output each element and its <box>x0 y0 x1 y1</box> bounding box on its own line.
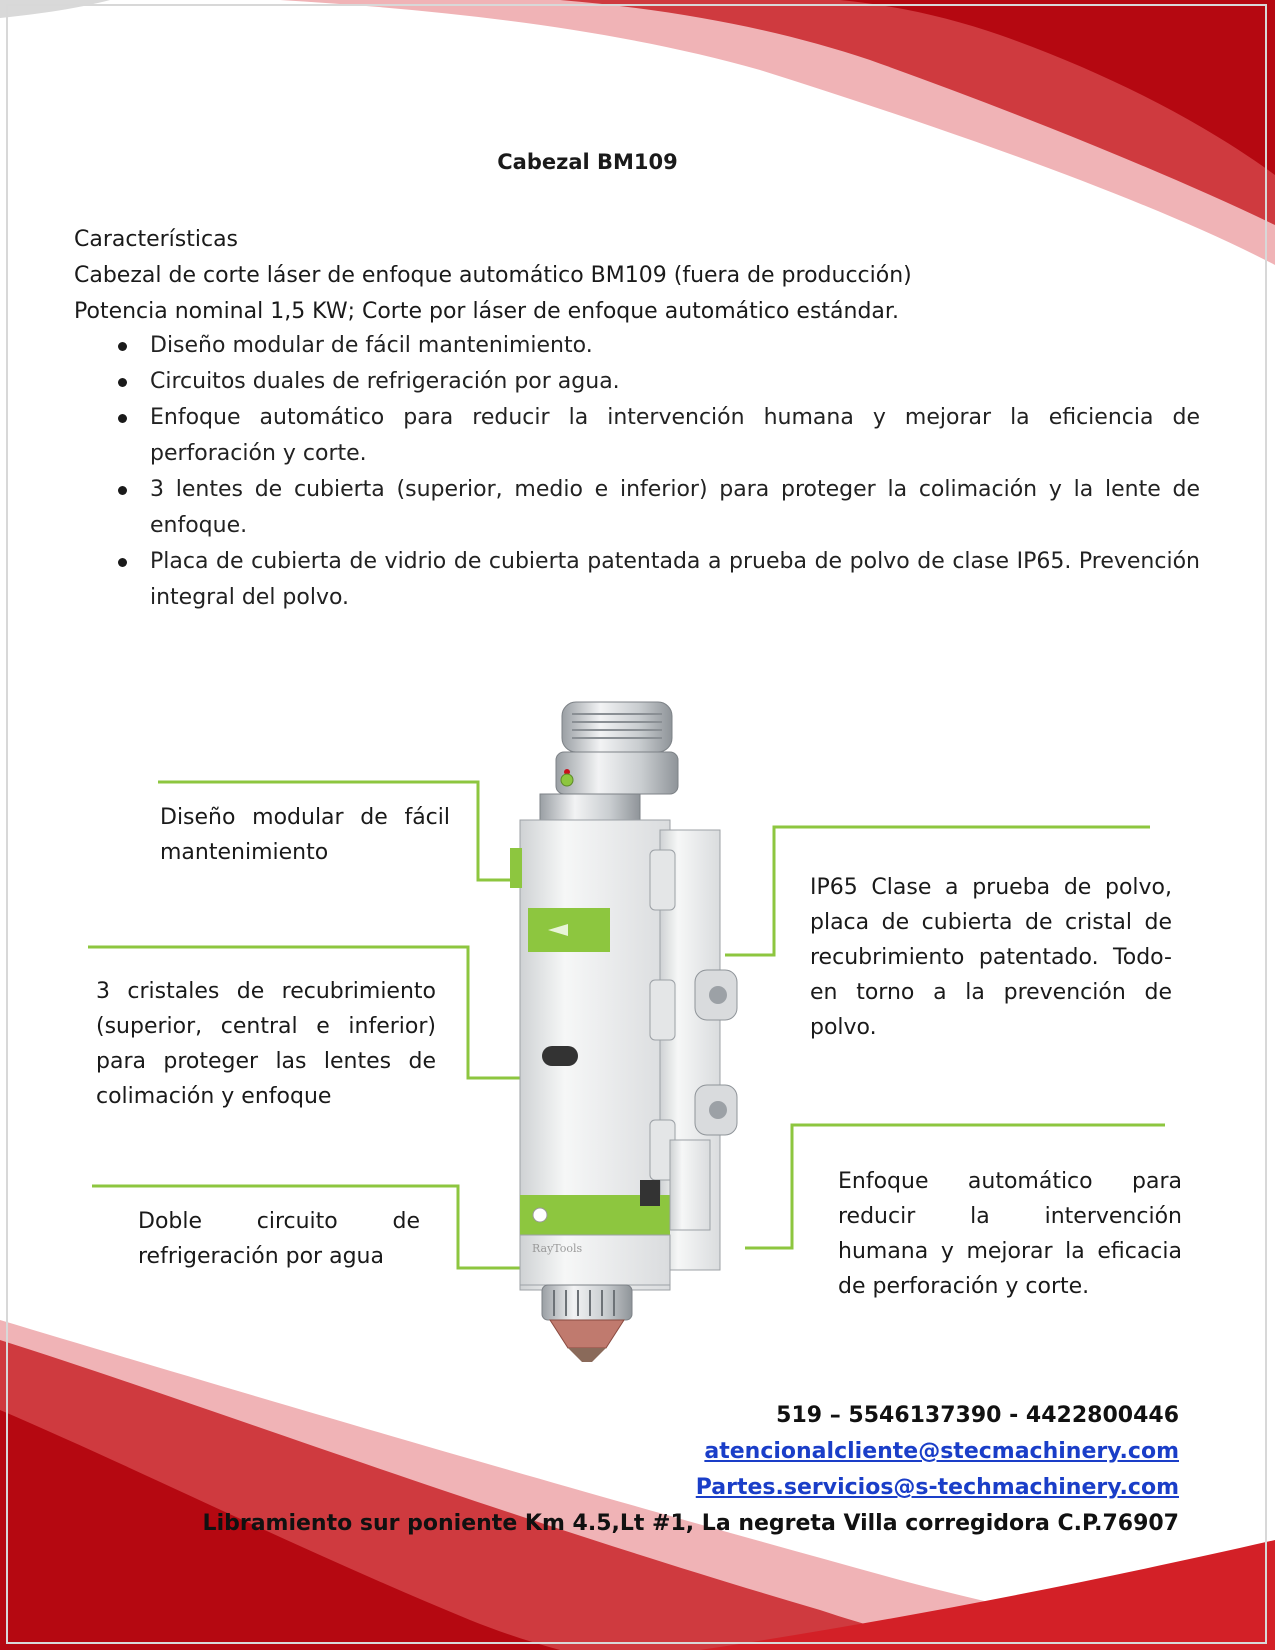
laser-head-image <box>510 700 780 1400</box>
callout-modular: Diseño modular de fácil mantenimiento <box>160 805 450 865</box>
callout-cristales: 3 cristales de recubrimiento (superior, central e inferior) para proteger las lentes de colimación y enfoque <box>96 979 436 1109</box>
feature-item: Placa de cubierta de vidrio de cubierta patentada a prueba de polvo de clase IP65. Prevención integral del polvo. <box>112 544 1200 616</box>
feature-item: Circuitos duales de refrigeración por agua. <box>112 364 1200 400</box>
intro-power: Potencia nominal 1,5 KW; Corte por láser de enfoque automático estándar. <box>74 299 899 324</box>
intro-block <box>74 222 1204 330</box>
feature-item: Enfoque automático para reducir la intervención humana y mejorar la eficiencia de perforación y corte. <box>112 400 1200 472</box>
brand-label: RayTools <box>532 1242 583 1255</box>
callout-refrigeracion: Doble circuito de refrigeración por agua <box>138 1209 420 1269</box>
contact-address: Libramiento sur poniente Km 4.5,Lt #1, La negreta Villa corregidora C.P.76907 <box>202 1511 1179 1536</box>
intro-description: Cabezal de corte láser de enfoque automático BM109 (fuera de producción) <box>74 263 912 288</box>
contact-block <box>203 1398 1179 1542</box>
parts-email-link[interactable]: Partes.servicios@s-techmachinery.com <box>695 1475 1179 1500</box>
contact-email-link[interactable]: atencionalcliente@stecmachinery.com <box>704 1439 1179 1464</box>
contact-phone: 519 – 5546137390 - 4422800446 <box>776 1403 1179 1428</box>
page-title: Cabezal BM109 <box>497 150 678 174</box>
feature-item: 3 lentes de cubierta (superior, medio e inferior) para proteger la colimación y la lente de enfoque. <box>112 472 1200 544</box>
intro-heading: Características <box>74 227 239 252</box>
feature-item: Diseño modular de fácil mantenimiento. <box>112 328 1200 364</box>
callout-enfoque: Enfoque automático para reducir la intervención humana y mejorar la eficacia de perforación y corte. <box>838 1169 1182 1299</box>
callout-ip65: IP65 Clase a prueba de polvo, placa de cubierta de cristal de recubrimiento patentado. Todo-en torno a la prevención de polvo. <box>810 875 1172 1040</box>
feature-list <box>112 328 1200 616</box>
